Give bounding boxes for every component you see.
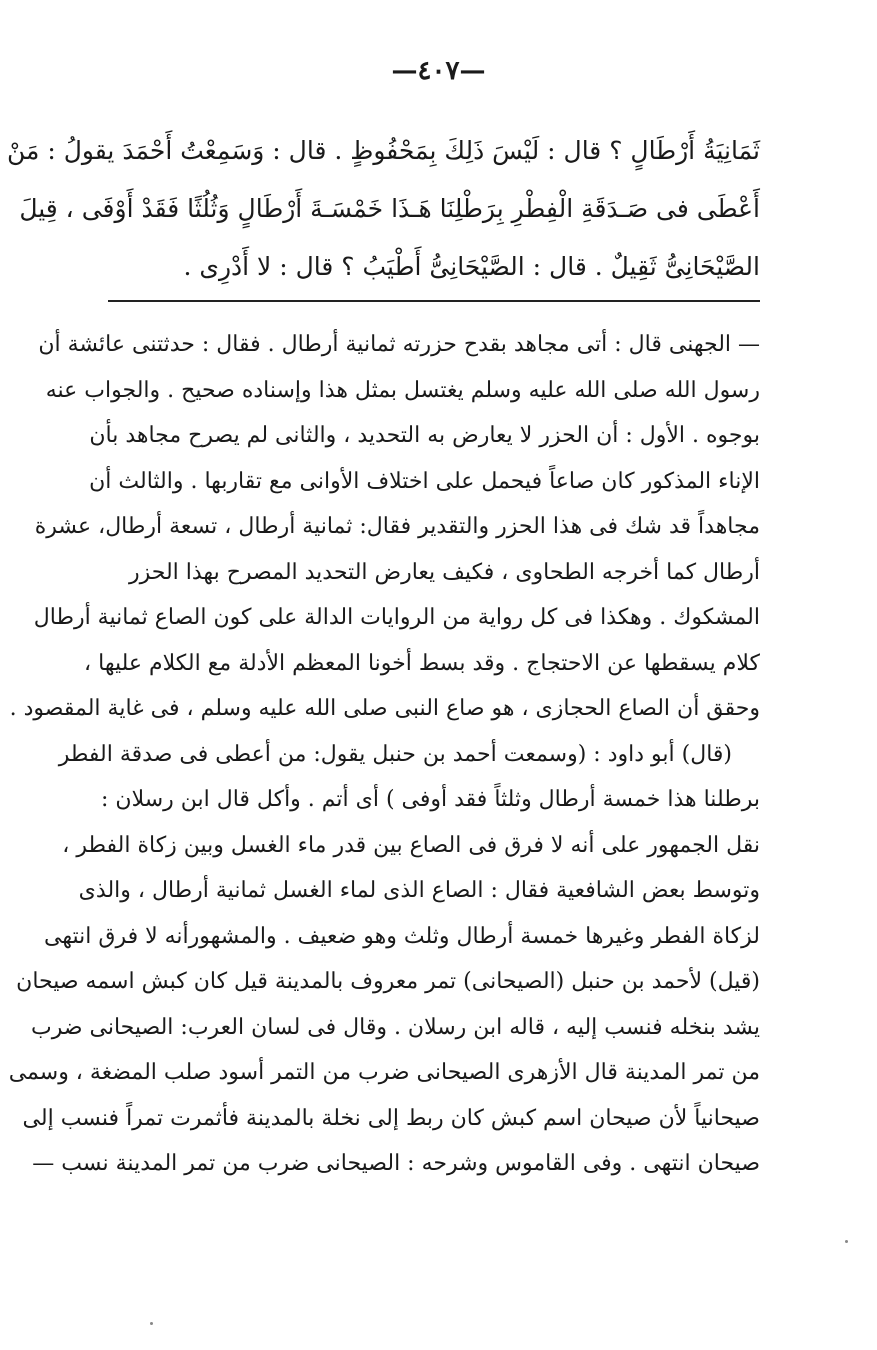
commentary-line: وحقق أن الصاع الحجازى ، هو صاع النبى صلى الله عليه وسلم ، فى غاية المقصود . [9, 696, 760, 721]
main-text-line: أَعْطَى فى صَـدَقَةِ الْفِطْرِ بِرَطْلِنَا هَـذَا خَمْسَـةَ أَرْطَالٍ وَثُلُثًا فَقَدْ أَوْفَى ، قِيلَ [19, 194, 760, 223]
commentary-line: يشد بنخله فنسب إليه ، قاله ابن رسلان . وقال فى لسان العرب: الصيحانى ضرب [31, 1014, 760, 1040]
commentary-line: الإناء المذكور كان صاعاً فيحمل على اختلاف الأوانى مع تقاربها . والثالث أن [89, 468, 760, 494]
commentary-line: المشكوك . وهكذا فى كل رواية من الروايات الدالة على كون الصاع ثمانية أرطال [33, 605, 760, 630]
commentary-line: رسول الله صلى الله عليه وسلم يغتسل بمثل هذا وإسناده صحيح . والجواب عنه [45, 377, 760, 403]
main-text-block [6, 122, 760, 296]
main-text-line: ثَمَانِيَةُ أَرْطَالٍ ؟ قال : لَيْسَ ذَلِكَ بِمَحْفُوظٍ . قال : وَسَمِعْتُ أَحْمَدَ يقولُ : مَنْ [6, 136, 760, 165]
commentary-line: كلام يسقطها عن الاحتجاج . وقد بسط أخونا المعظم الأدلة مع الكلام عليها ، [84, 650, 760, 676]
commentary-line: من تمر المدينة قال الأزهرى الصيحانى ضرب من التمر أسود صلب المضغة ، وسمى [8, 1060, 760, 1085]
commentary-line: بوجوه . الأول : أن الحزر لا يعارض به التحديد ، والثانى لم يصرح مجاهد بأن [89, 423, 760, 448]
paper-speck [150, 1322, 153, 1325]
commentary-line: (قيل) لأحمد بن حنبل (الصيحانى) تمر معروف بالمدينة قيل كان كبش اسمه صيحان [16, 969, 760, 994]
commentary-line: مجاهداً قد شك فى هذا الحزر والتقدير فقال: ثمانية أرطال ، تسعة أرطال، عشرة [34, 514, 760, 539]
commentary-line: وتوسط بعض الشافعية فقال : الصاع الذى لماء الغسل ثمانية أرطال ، والذى [78, 878, 760, 903]
commentary-block [8, 322, 760, 1187]
commentary-line: — الجهنى قال : أتى مجاهد بقدح حزرته ثمانية أرطال . فقال : حدثتنى عائشة أن [38, 332, 760, 357]
commentary-line: (قال) أبو داود : (وسمعت أحمد بن حنبل يقول: من أعطى فى صدقة الفطر [58, 741, 732, 767]
commentary-line: أرطال كما أخرجه الطحاوى ، فكيف يعارض التحديد المصرح بهذا الحزر [129, 559, 760, 585]
commentary-line: نقل الجمهور على أنه لا فرق فى الصاع بين قدر ماء الغسل وبين زكاة الفطر ، [62, 832, 760, 858]
page-number: —٤٠٧— [391, 56, 486, 86]
commentary-line: صيحانياً لأن صيحان اسم كبش كان ربط إلى نخلة بالمدينة فأثمرت تمراً فنسب إلى [22, 1105, 760, 1131]
main-text-line: الصَّيْحَانِىُّ ثَقِيلٌ . قال : الصَّيْحَانِىُّ أَطْيَبُ ؟ قال : لا أَدْرِى . [183, 252, 760, 281]
commentary-line: لزكاة الفطر وغيرها خمسة أرطال وثلث وهو ضعيف . والمشهورأنه لا فرق انتهى [44, 923, 760, 949]
commentary-line: برطلنا هذا خمسة أرطال وثلثاً فقد أوفى ) أى أتم . وأكل قال ابن رسلان : [101, 787, 760, 812]
paper-speck [845, 1240, 848, 1243]
commentary-line: صيحان انتهى . وفى القاموس وشرحه : الصيحانى ضرب من تمر المدينة نسب — [32, 1151, 760, 1176]
footnote-divider [108, 300, 760, 302]
